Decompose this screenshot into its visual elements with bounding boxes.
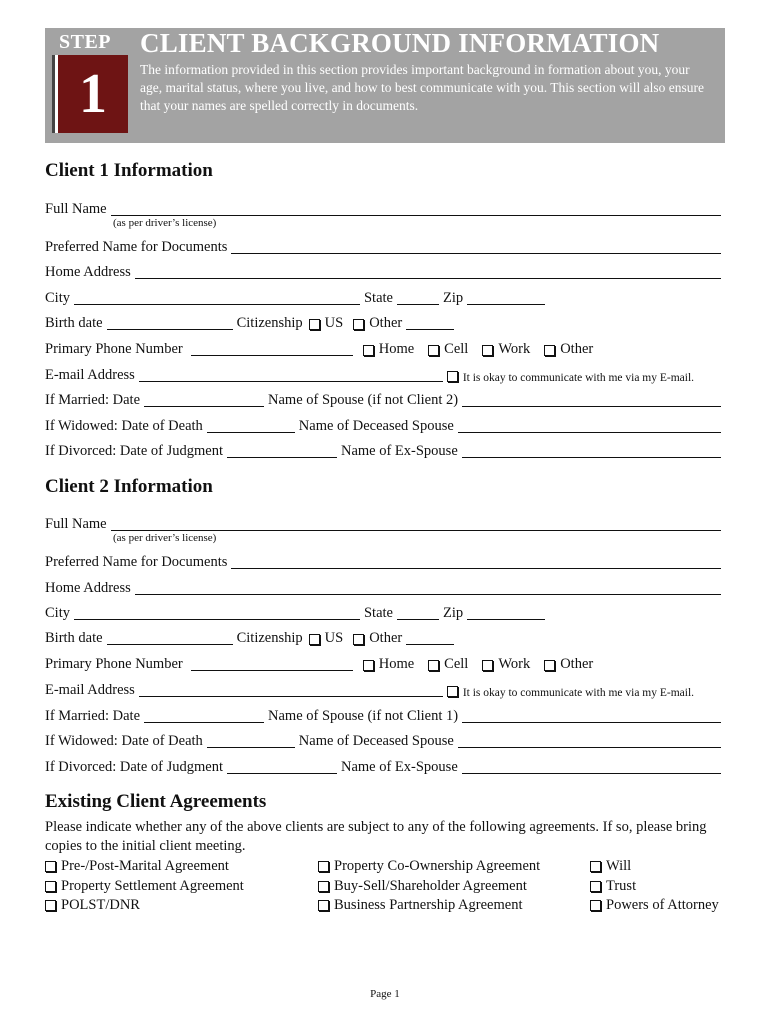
agreements-section-title: Existing Client Agreements (45, 791, 267, 812)
agreement-option[interactable] (590, 858, 631, 875)
other-label: Other (560, 341, 594, 357)
agreement-checkbox[interactable] (45, 861, 56, 872)
client2-phone-other-checkbox[interactable] (544, 660, 555, 671)
if-married-label: If Married: Date (45, 392, 141, 408)
agreement-checkbox[interactable] (318, 861, 329, 872)
state-label: State (363, 605, 393, 621)
agreement-checkbox[interactable] (318, 900, 329, 911)
client2-phone-field[interactable] (191, 655, 353, 671)
agreement-label: Will (606, 858, 632, 874)
full-name-label: Full Name (45, 516, 107, 532)
client1-phone-home-checkbox[interactable] (363, 345, 374, 356)
cell-label: Cell (444, 341, 469, 357)
client1-phone-row (45, 338, 725, 358)
preferred-name-label: Preferred Name for Documents (45, 239, 228, 255)
client2-full-name-row (45, 513, 725, 533)
agreement-label: Powers of Attorney (606, 897, 719, 913)
other-label: Other (369, 630, 403, 646)
client2-zip-field[interactable] (467, 604, 545, 620)
agreement-label: Buy-Sell/Shareholder Agreement (334, 878, 527, 894)
agreement-option[interactable] (318, 897, 522, 914)
client2-city-row (45, 602, 725, 622)
client2-full-name-field[interactable] (111, 515, 721, 531)
birth-date-label: Birth date (45, 630, 103, 646)
client1-preferred-name-field[interactable] (231, 238, 721, 254)
home-address-label: Home Address (45, 580, 131, 596)
step-number-box (55, 55, 128, 133)
agreement-label: POLST/DNR (61, 897, 140, 913)
home-label: Home (378, 341, 415, 357)
step-header-banner (45, 28, 725, 143)
agreement-label: Property Co-Ownership Agreement (334, 858, 541, 874)
client1-home-address-field[interactable] (135, 263, 721, 279)
client2-phone-row (45, 653, 725, 673)
client1-preferred-name-row (45, 236, 725, 256)
client2-preferred-name-field[interactable] (231, 553, 721, 569)
spouse-name-label: Name of Spouse (if not Client 1) (268, 708, 459, 724)
client2-deceased-spouse-field[interactable] (458, 732, 721, 748)
client2-city-field[interactable] (74, 604, 360, 620)
client1-city-row (45, 287, 725, 307)
client1-zip-field[interactable] (467, 289, 545, 305)
client2-citizenship-other-checkbox[interactable] (353, 634, 364, 645)
client2-divorced-row (45, 756, 725, 776)
client1-city-field[interactable] (74, 289, 360, 305)
email-ok-label: It is okay to communicate with me via my E-mail. (462, 372, 695, 384)
agreement-option[interactable] (590, 878, 636, 895)
agreement-option[interactable] (45, 897, 140, 914)
client2-married-row (45, 705, 725, 725)
client2-section-title: Client 2 Information (45, 476, 213, 497)
us-label: US (324, 315, 344, 331)
if-divorced-label: If Divorced: Date of Judgment (45, 759, 223, 775)
client2-judgment-date-field[interactable] (227, 758, 337, 774)
agreement-checkbox[interactable] (45, 881, 56, 892)
citizenship-label: Citizenship (236, 630, 303, 646)
cell-label: Cell (444, 656, 469, 672)
agreement-checkbox[interactable] (318, 881, 329, 892)
license-note: (as per driver’s license) (113, 532, 217, 544)
client1-judgment-date-field[interactable] (227, 442, 337, 458)
zip-label: Zip (442, 605, 464, 621)
client2-birth-date-field[interactable] (107, 629, 233, 645)
agreement-option[interactable] (318, 878, 527, 895)
page-title: CLIENT BACKGROUND INFORMATION (140, 28, 660, 58)
home-label: Home (378, 656, 415, 672)
client2-home-address-field[interactable] (135, 579, 721, 595)
client1-home-address-row (45, 261, 725, 281)
citizenship-label: Citizenship (236, 315, 303, 331)
agreement-label: Pre-/Post-Marital Agreement (61, 858, 229, 874)
header-description: The information provided in this section provides important background in formation about you, your age, marital status, where you live, and how to best communicate with you. This section will also ensure that your names are spelled correctly in documents. (140, 62, 705, 113)
client1-phone-other-checkbox[interactable] (544, 345, 555, 356)
client2-widowed-row (45, 730, 725, 750)
client1-state-field[interactable] (397, 289, 439, 305)
client1-section-title: Client 1 Information (45, 160, 213, 181)
work-label: Work (498, 341, 531, 357)
client1-deceased-spouse-field[interactable] (458, 417, 721, 433)
client2-phone-work-checkbox[interactable] (482, 660, 493, 671)
client2-phone-cell-checkbox[interactable] (428, 660, 439, 671)
client2-email-ok-checkbox[interactable] (447, 686, 458, 697)
home-address-label: Home Address (45, 264, 131, 280)
agreements-instructions: Please indicate whether any of the above clients are subject to any of the following agreements. If so, please bring copies to the initial client meeting. (45, 819, 707, 854)
deceased-spouse-label: Name of Deceased Spouse (298, 418, 454, 434)
client1-phone-field[interactable] (191, 340, 353, 356)
us-label: US (324, 630, 344, 646)
email-ok-label: It is okay to communicate with me via my E-mail. (462, 687, 695, 699)
agreement-checkbox[interactable] (45, 900, 56, 911)
client1-email-row (45, 364, 725, 384)
email-label: E-mail Address (45, 682, 135, 698)
if-widowed-label: If Widowed: Date of Death (45, 733, 203, 749)
client2-phone-home-checkbox[interactable] (363, 660, 374, 671)
client1-birth-row (45, 312, 725, 332)
birth-date-label: Birth date (45, 315, 103, 331)
client2-married-date-field[interactable] (144, 707, 264, 723)
agreement-label: Trust (606, 878, 637, 894)
client2-ex-spouse-field[interactable] (462, 758, 721, 774)
client2-death-date-field[interactable] (207, 732, 295, 748)
client2-birth-row (45, 627, 725, 647)
email-label: E-mail Address (45, 367, 135, 383)
client2-state-field[interactable] (397, 604, 439, 620)
full-name-label: Full Name (45, 201, 107, 217)
agreement-label: Business Partnership Agreement (334, 897, 523, 913)
deceased-spouse-label: Name of Deceased Spouse (298, 733, 454, 749)
client1-full-name-row (45, 198, 725, 218)
agreement-option[interactable] (45, 878, 244, 895)
agreement-label: Property Settlement Agreement (61, 878, 244, 894)
client1-full-name-field[interactable] (111, 200, 721, 216)
city-label: City (45, 290, 70, 306)
client2-citizenship-other-field[interactable] (406, 629, 454, 645)
client2-home-address-row (45, 577, 725, 597)
city-label: City (45, 605, 70, 621)
client1-spouse-name-field[interactable] (462, 391, 721, 407)
work-label: Work (498, 656, 531, 672)
if-married-label: If Married: Date (45, 708, 141, 724)
zip-label: Zip (442, 290, 464, 306)
agreement-option[interactable] (45, 858, 229, 875)
preferred-name-label: Preferred Name for Documents (45, 554, 228, 570)
client2-email-field[interactable] (139, 681, 443, 697)
step-label: STEP (59, 31, 112, 53)
ex-spouse-label: Name of Ex-Spouse (340, 759, 458, 775)
client1-death-date-field[interactable] (207, 417, 295, 433)
client2-email-row (45, 679, 725, 699)
client1-citizenship-other-checkbox[interactable] (353, 319, 364, 330)
client1-birth-date-field[interactable] (107, 314, 233, 330)
agreement-checkbox[interactable] (590, 861, 601, 872)
ex-spouse-label: Name of Ex-Spouse (340, 443, 458, 459)
if-divorced-label: If Divorced: Date of Judgment (45, 443, 223, 459)
other-label: Other (560, 656, 594, 672)
if-widowed-label: If Widowed: Date of Death (45, 418, 203, 434)
agreement-checkbox[interactable] (590, 900, 601, 911)
client1-widowed-row (45, 415, 725, 435)
agreement-option[interactable] (590, 897, 719, 914)
client2-citizenship-us-checkbox[interactable] (309, 634, 320, 645)
client1-email-field[interactable] (139, 366, 443, 382)
agreement-checkbox[interactable] (590, 881, 601, 892)
client1-married-row (45, 389, 725, 409)
state-label: State (363, 290, 393, 306)
page-number: Page 1 (370, 988, 400, 1000)
step-number: 1 (79, 63, 107, 125)
primary-phone-label: Primary Phone Number (45, 656, 183, 672)
client1-phone-cell-checkbox[interactable] (428, 345, 439, 356)
client2-preferred-name-row (45, 551, 725, 571)
spouse-name-label: Name of Spouse (if not Client 2) (268, 392, 459, 408)
license-note: (as per driver’s license) (113, 217, 217, 229)
client1-phone-work-checkbox[interactable] (482, 345, 493, 356)
client1-divorced-row (45, 440, 725, 460)
client1-email-ok-checkbox[interactable] (447, 371, 458, 382)
primary-phone-label: Primary Phone Number (45, 341, 183, 357)
client1-married-date-field[interactable] (144, 391, 264, 407)
client2-spouse-name-field[interactable] (462, 707, 721, 723)
client1-citizenship-other-field[interactable] (406, 314, 454, 330)
client1-citizenship-us-checkbox[interactable] (309, 319, 320, 330)
agreement-option[interactable] (318, 858, 540, 875)
other-label: Other (369, 315, 403, 331)
client1-ex-spouse-field[interactable] (462, 442, 721, 458)
